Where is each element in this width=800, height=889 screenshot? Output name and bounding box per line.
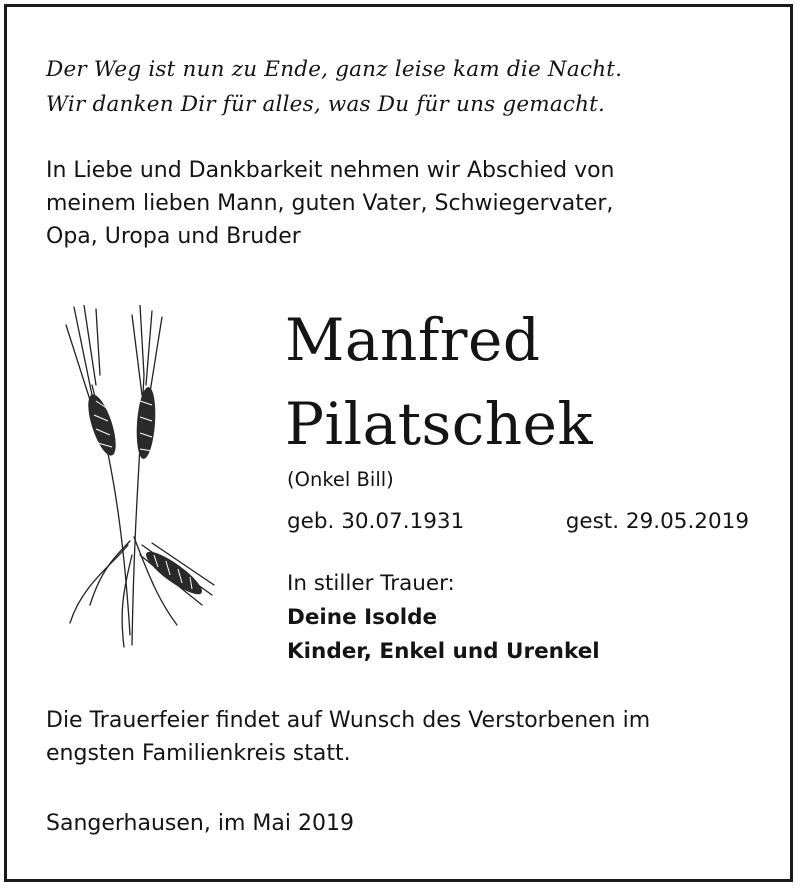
mourners-heading: In stiller Trauer: — [287, 571, 455, 596]
place-date: Sangerhausen, im Mai 2019 — [46, 811, 354, 836]
memorial-verse — [46, 52, 622, 122]
mourners-block — [287, 567, 600, 669]
verse-line: Der Weg ist nun zu Ende, ganz leise kam die Nacht. — [46, 57, 623, 82]
intro-line: In Liebe und Dankbarkeit nehmen wir Abschied von — [46, 158, 615, 183]
farewell-intro — [46, 154, 615, 253]
wheat-ears-icon — [62, 305, 220, 651]
intro-line: meinem lieben Mann, guten Vater, Schwiegervater, — [46, 191, 614, 216]
mourner-line: Kinder, Enkel und Urenkel — [287, 639, 600, 664]
ceremony-note — [46, 704, 650, 770]
ceremony-line: engsten Familienkreis statt. — [46, 741, 351, 766]
deceased-name — [285, 298, 593, 466]
life-dates — [287, 506, 749, 538]
first-name: Manfred — [285, 306, 541, 374]
nickname: (Onkel Bill) — [287, 468, 394, 491]
verse-line: Wir danken Dir für alles, was Du für uns gemacht. — [46, 92, 606, 117]
intro-line: Opa, Uropa und Bruder — [46, 224, 301, 249]
last-name: Pilatschek — [285, 390, 594, 458]
birth-date: geb. 30.07.1931 — [287, 509, 465, 534]
ceremony-line: Die Trauerfeier findet auf Wunsch des Verstorbenen im — [46, 708, 651, 733]
mourner-line: Deine Isolde — [287, 605, 438, 630]
death-date: gest. 29.05.2019 — [565, 509, 749, 534]
